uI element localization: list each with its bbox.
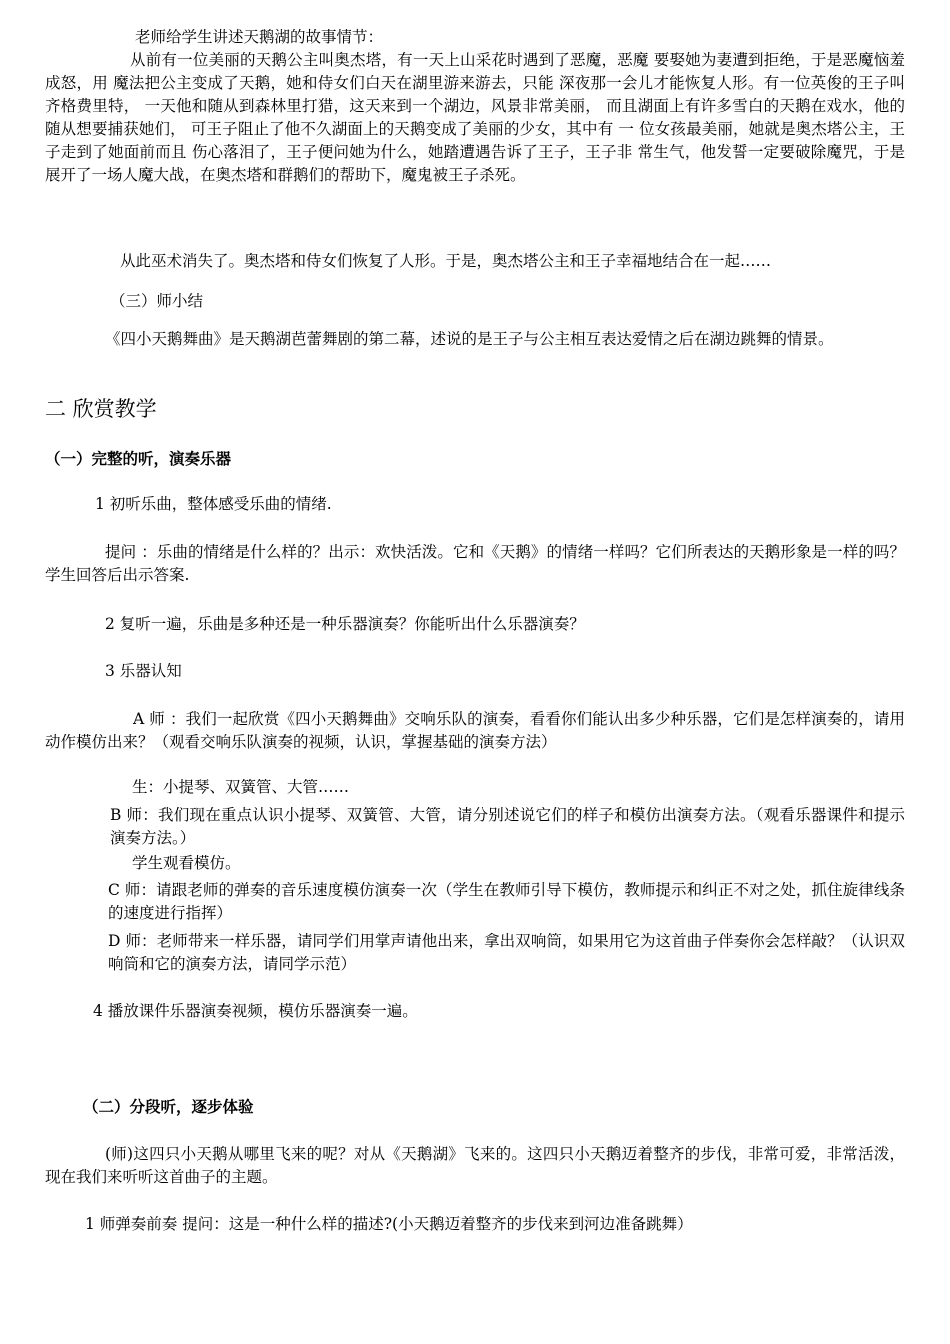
story-ending: 从此巫术消失了。奥杰塔和侍女们恢复了人形。于是，奥杰塔公主和王子幸福地结合在一起…… [120,252,772,270]
item-d: D 师：老师带来一样乐器，请同学们用掌声请他出来，拿出双响筒，如果用它为这首曲子伴奏你会怎样敲？（认识双响筒和它的演奏方法，请同学示范） [108,932,905,973]
teacher-paragraph: (师)这四只小天鹅从哪里飞来的呢？对从《天鹅湖》飞来的。这四只小天鹅迈着整齐的步伐，非常可爱，非常活泼，现在我们来听听这首曲子的主题。 [45,1145,905,1186]
part1-heading: （一）完整的听，演奏乐器 [45,450,232,468]
item-c: C 师：请跟老师的弹奏的音乐速度模仿演奏一次（学生在教师引导下模仿，教师提示和纠正不对之处，抓住旋律线条的速度进行指挥） [108,881,905,922]
intro-lead: 老师给学生讲述天鹅湖的故事情节： [135,28,384,46]
item-b-text: B 师：我们现在重点认识小提琴、双簧管、大管，请分别述说它们的样子和模仿出演奏方法。（观看乐器课件和提示演奏方法。） [110,806,905,847]
story-paragraph: 从前有一位美丽的天鹅公主叫奥杰塔，有一天上山采花时遇到了恶魔，恶魔 要娶她为妻遭到拒绝，于是恶魔恼羞成怒，用 魔法把公主变成了天鹅，她和侍女们白天在湖里游来游去，只能 深夜那一会儿才能恢复人形。有一位英俊的王子叫齐格费里特， 一天他和随从到森林里打猎，这天来到一个湖边，风景非常美丽， 而且湖面上有许多雪白的天鹅在戏水，他的随从想要捕获她们， 可王子阻止了他不久湖面上的天鹅变成了美丽的少女，其中有 一 位女孩最美丽，她就是奥杰塔公主，王子走到了她面前而且 伤心落泪了，王子便问她为什么，她踏遭遇告诉了王子，王子非 常生气，他发誓一定要破除魔咒，于是展开了一场人魔大战，在奥杰塔和群鹅们的帮助下，魔鬼被王子杀死。 [45,51,905,184]
part2-step-1: 1 师弹奏前奏 提问：这是一种什么样的描述?(小天鹅迈着整齐的步伐来到河边准备跳舞） [85,1215,693,1233]
student-imitate: 学生观看模仿。 [132,854,241,872]
part2-heading: （二）分段听，逐步体验 [83,1098,254,1116]
student-answer: 生：小提琴、双簧管、大管…… [132,778,350,796]
step-3: 3 乐器认知 [105,662,182,680]
step-4: 4 播放课件乐器演奏视频，模仿乐器演奏一遍。 [93,1002,418,1020]
summary-heading: （三）师小结 [110,292,204,310]
item-b [110,804,905,850]
item-a: A 师 ：我们一起欣赏《四小天鹅舞曲》交响乐队的演奏，看看你们能认出多少种乐器，它们是怎样演奏的，请用动作模仿出来？（观看交响乐队演奏的视频，认识，掌握基础的演奏方法） [45,710,905,751]
summary-text: 《四小天鹅舞曲》是天鹅湖芭蕾舞剧的第二幕，述说的是王子与公主相互表达爱情之后在湖边跳舞的情景。 [105,330,834,348]
section-title: 二 欣赏教学 [45,397,157,421]
step-1: 1 初听乐曲，整体感受乐曲的情绪. [95,495,332,513]
question-1: 提问 ：乐曲的情绪是什么样的？出示：欢快活泼。它和《天鹅》的情绪一样吗？它们所表达的天鹅形象是一样的吗？学生回答后出示答案. [45,543,905,584]
step-2: 2 复听一遍，乐曲是多种还是一种乐器演奏？你能听出什么乐器演奏？ [105,615,585,633]
